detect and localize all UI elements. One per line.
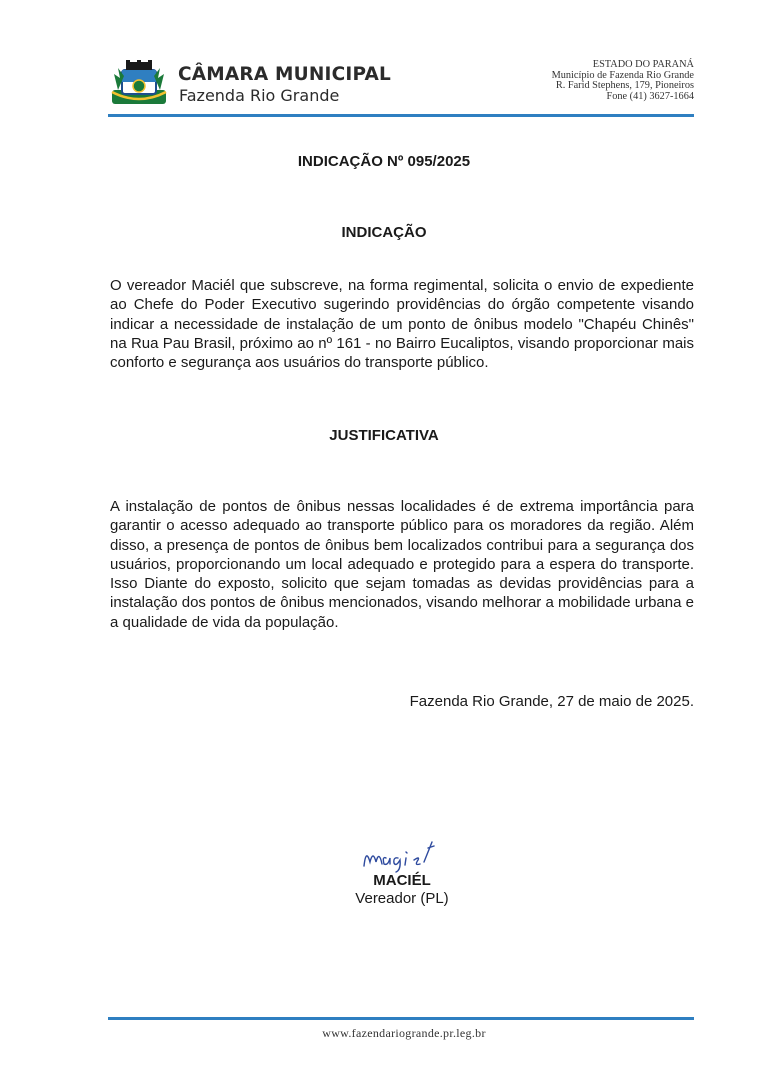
signer-role: Vereador (PL) — [355, 890, 449, 907]
contact-phone: Fone (41) 3627-1664 — [606, 90, 694, 102]
handwritten-signature — [360, 838, 450, 874]
header-divider — [108, 114, 694, 117]
footer-website-url: www.fazendariogrande.pr.leg.br — [322, 1026, 486, 1040]
contact-block — [552, 60, 694, 102]
brand-subtitle: Fazenda Rio Grande — [179, 86, 340, 105]
justification-title: JUSTIFICATIVA — [329, 427, 439, 444]
contact-address: R. Farid Stephens, 179, Pioneiros — [555, 80, 694, 92]
section-body: O vereador Maciél que subscreve, na forma regimental, solicita o envio de expediente ao Chefe do Poder Executivo sugerindo providências do órgão competente visando indicar a necessidade de instalação de um ponto de ônibus modelo "Chapéu Chinês" na Rua Pau Brasil, próximo ao nº 161 - no Bairro Eucaliptos, visando proporcionar mais conforto e segurança aos usuários do transporte público. — [110, 277, 694, 372]
contact-state: ESTADO DO PARANÁ — [592, 59, 694, 70]
date-line: Fazenda Rio Grande, 27 de maio de 2025. — [409, 693, 694, 710]
municipal-coat-of-arms-logo — [108, 60, 170, 106]
section-title: INDICAÇÃO — [341, 224, 427, 241]
footer-divider — [108, 1017, 694, 1020]
letterhead — [108, 56, 694, 108]
signer-name: MACIÉL — [373, 872, 431, 889]
document-number-title: INDICAÇÃO Nº 095/2025 — [297, 153, 471, 170]
brand-title: CÂMARA MUNICIPAL — [178, 64, 392, 85]
contact-municipality: Município de Fazenda Rio Grande — [551, 69, 694, 81]
justification-body: A instalação de pontos de ônibus nessas localidades é de extrema importância para garantir o acesso adequado ao transporte público para os moradores da região. Além disso, a presença de pontos de ônibus bem localizados contribui para a segurança dos usuários, proporcionando um local adequado e protegido para a espera do transporte. Isso Diante do exposto, solicito que sejam tomadas as devidas providências para a instalação dos pontos de ônibus mencionados, visando melhorar a mobilidade urbana e a qualidade de vida da população. — [110, 498, 694, 631]
